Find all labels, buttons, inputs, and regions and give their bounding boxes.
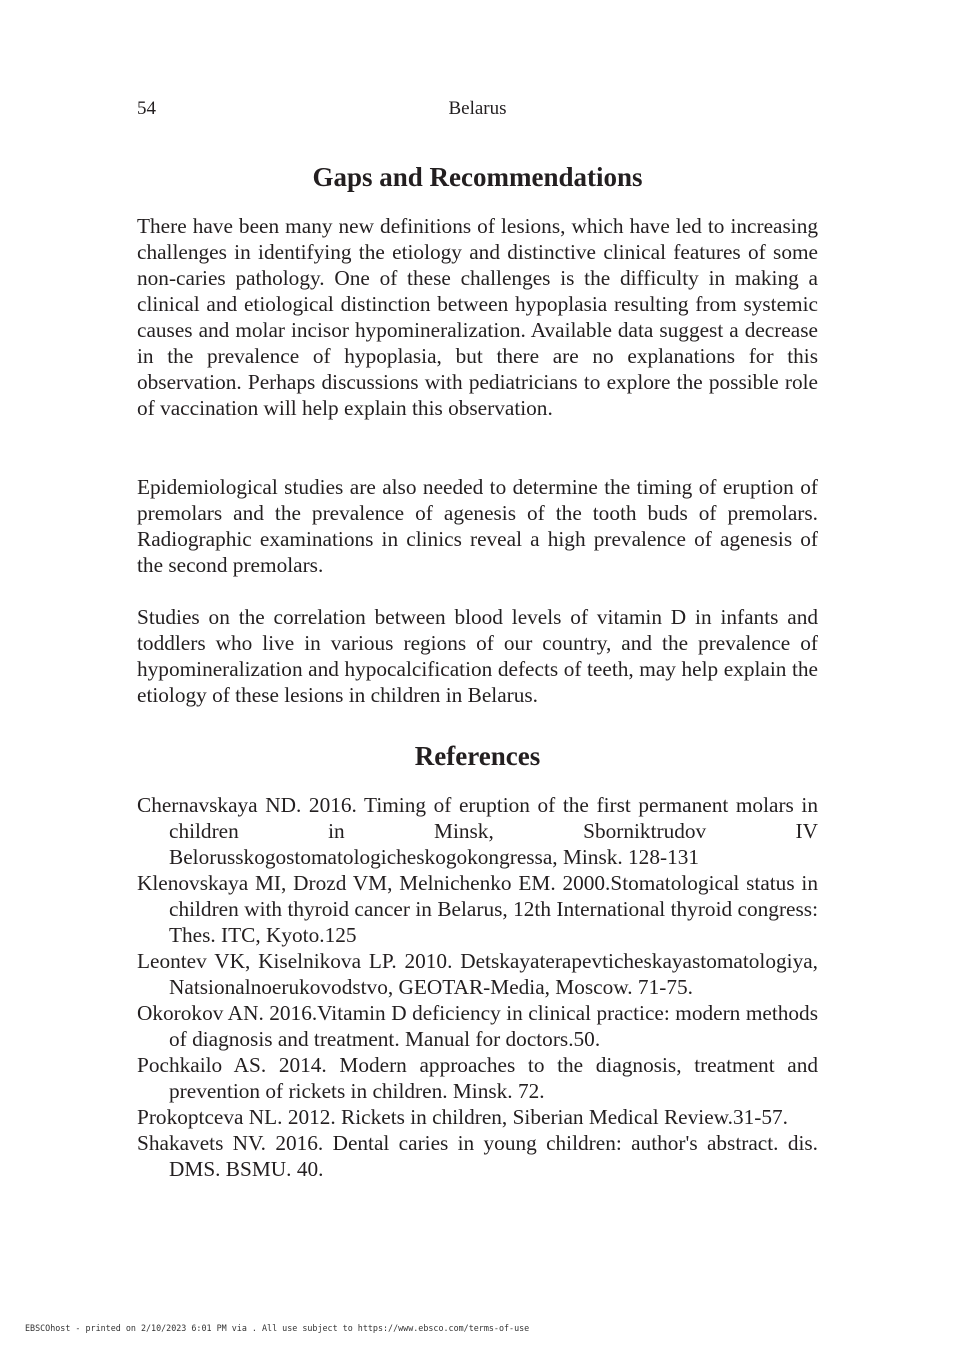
- print-footer: EBSCOhost - printed on 2/10/2023 6:01 PM via . All use subject to https://www.ebsco.com/terms-of-use: [25, 1323, 530, 1333]
- reference-item: Leontev VK, Kiselnikova LP. 2010. Detskayaterapevticheskayastomatologiya, Natsionalnoerukovodstvo, GEOTAR-Media, Moscow. 71-75.: [137, 949, 818, 999]
- gaps-paragraph-1: There have been many new definitions of lesions, which have led to increasing challenges in identifying the etiology and distinctive clinical features of some non-caries pathology. One of these challenges is the difficulty in making a clinical and etiological distinction between hypoplasia resulting from systemic causes and molar incisor hypomineralization. Available data suggest a decrease in the prevalence of hypoplasia, but there are no explanations for this observation. Perhaps discussions with pediatricians to explore the possible role of vaccination will help explain this observation.: [137, 214, 818, 420]
- reference-item: Shakavets NV. 2016. Dental caries in young children: author's abstract. dis. DMS. BSMU. 40.: [137, 1131, 818, 1181]
- references-heading: References: [414, 741, 541, 771]
- gaps-recommendations-heading: Gaps and Recommendations: [312, 162, 643, 192]
- gaps-paragraph-2: Epidemiological studies are also needed to determine the timing of eruption of premolars and the prevalence of agenesis of the tooth buds of premolars. Radiographic examinations in clinics reveal a high prevalence of agenesis of the second premolars.: [137, 475, 818, 577]
- reference-item: Prokoptceva NL. 2012. Rickets in children, Siberian Medical Review.31-57.: [137, 1105, 788, 1129]
- reference-item: Klenovskaya MI, Drozd VM, Melnichenko EM. 2000.Stomatological status in children with thyroid cancer in Belarus, 12th International thyroid congress: Thes. ITC, Kyoto.125: [137, 871, 818, 947]
- references-list: [137, 792, 818, 1182]
- reference-item: Chernavskaya ND. 2016. Timing of eruption of the first permanent molars in children in Minsk, Sborniktrudov IV Belorusskogostomatologicheskogokongressa, Minsk. 128-131: [137, 793, 818, 869]
- reference-item: Okorokov AN. 2016.Vitamin D deficiency in clinical practice: modern methods of diagnosis and treatment. Manual for doctors.50.: [137, 1001, 818, 1051]
- running-title: Belarus: [448, 98, 507, 119]
- gaps-paragraph-3: Studies on the correlation between blood levels of vitamin D in infants and toddlers who live in various regions of our country, and the prevalence of hypomineralization and hypocalcification defects of teeth, may help explain the etiology of these lesions in children in Belarus.: [137, 605, 818, 707]
- reference-item: Pochkailo AS. 2014. Modern approaches to the diagnosis, treatment and prevention of rickets in children. Minsk. 72.: [137, 1053, 818, 1103]
- page-number: 54: [137, 98, 156, 119]
